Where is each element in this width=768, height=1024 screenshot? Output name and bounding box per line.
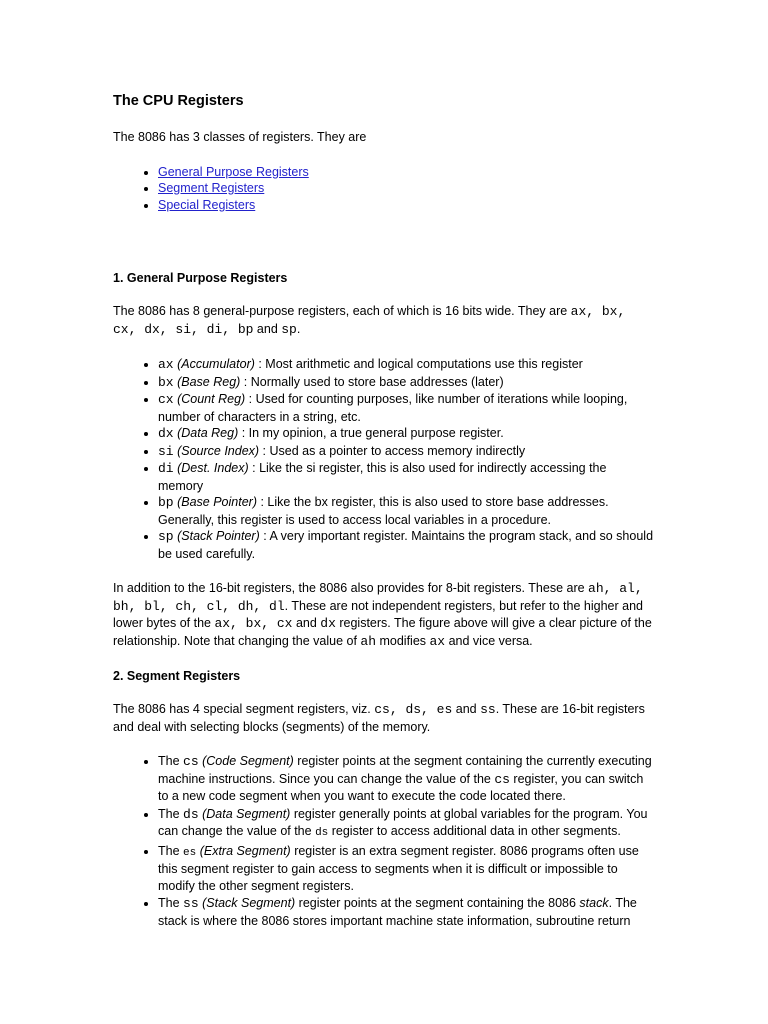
register-code: ah [360,633,376,649]
segment-list-item [158,843,653,895]
text-run: : In my opinion, a true general purpose register. [238,426,504,440]
document-page [113,92,653,930]
register-list-item [158,391,653,425]
register-code: cs [494,771,510,787]
register-list-item [158,460,653,494]
register-list-item [158,356,653,374]
register-code: di [158,461,174,476]
register-list-item [158,528,653,562]
text-run: register to access additional data in other segments. [328,824,621,838]
text-run: : Like the bx register, this is also used to store base addresses. Generally, this register is used to access local variables in a procedure. [158,495,609,527]
text-run: and [253,321,282,336]
register-code: bp [158,495,174,510]
register-code: ss [183,896,199,911]
register-code: cs [183,754,199,769]
text-run: and [452,702,481,716]
register-code: cx [158,392,174,407]
intro-paragraph: The 8086 has 3 classes of registers. They are [113,130,367,144]
register-code: bx [158,374,174,390]
register-description: (Dest. Index) [177,461,249,475]
register-code: ax [158,357,174,372]
text-run: . These are not independent registers, but refer to the higher and lower bytes of the [113,598,643,630]
seg-intro-paragraph [113,701,653,735]
text-run: modifies [376,633,430,648]
text-run: and vice versa. [445,633,533,648]
toc-link-general-purpose[interactable]: General Purpose Registers [158,164,309,179]
register-description: (Stack Segment) [202,896,296,910]
toc-list [113,164,653,214]
register-list-item [158,494,653,528]
register-code: ax, bx, cx [214,616,293,631]
register-description: (Base Pointer) [177,495,257,509]
register-description: (Data Reg) [177,426,239,440]
register-description: (Stack Pointer) [177,529,260,543]
register-description: (Count Reg) [177,392,246,406]
text-run: The [158,896,184,910]
section-heading-general-purpose: 1. General Purpose Registers [113,271,288,285]
register-code: si [158,443,174,459]
text-run: : Used as a pointer to access memory indirectly [259,443,526,458]
text-run: : Used for counting purposes, like number of iterations while looping, number of characters in a string, etc. [158,392,628,424]
text-run: and [292,616,321,630]
text-run: In addition to the 16-bit registers, the 8086 also provides for 8-bit registers. These are [113,581,589,595]
segment-list-item [158,806,653,842]
toc-link-special[interactable]: Special Registers [158,197,256,212]
toc-link-segment[interactable]: Segment Registers [158,181,265,195]
text-run: The [158,843,184,858]
register-code: ax, bx, cx, dx, si, di, bp [113,304,626,337]
segment-list-item [158,753,653,805]
register-code: ss [480,702,496,717]
register-code: ds [315,827,329,839]
text-run: The 8086 has 4 special segment registers, viz. [113,702,375,716]
register-description: (Extra Segment) [199,843,291,858]
text-run: The 8086 has 8 general-purpose registers, each of which is 16 bits wide. They are [113,304,571,318]
register-list-item [158,443,653,461]
text-run: . The stack is where the 8086 stores important machine state information, subroutine return [158,896,637,928]
gpr-outro-paragraph [113,580,653,650]
text-run: register, you can switch to a new code segment when you want to execute the code located there. [158,771,644,803]
text-run: register points at the segment containing the currently executing machine instructions. Since you can change the value of the [158,754,652,786]
register-code: cs, ds, es [374,702,453,717]
text-run: registers. The figure above will give a clear picture of the relationship. Note that changing the value of [113,616,652,648]
gpr-register-list [113,356,653,562]
toc-item [158,164,653,181]
register-description: (Code Segment) [202,754,294,768]
register-description: stack [579,896,609,910]
text-run: register is an extra segment register. 8086 programs often use this segment register to gain access to segments when it is difficult or impossible to modify the other segment registers. [158,843,639,893]
text-run: The [158,754,184,768]
register-code: dx [158,426,174,441]
register-code: sp [158,529,174,544]
register-code: es [183,846,197,859]
text-run: The [158,806,184,821]
toc-item [158,180,653,197]
text-run: . These are 16-bit registers and deal with selecting blocks (segments) of the memory. [113,702,645,734]
register-description: (Data Segment) [202,806,291,821]
text-run: register points at the segment containing the 8086 [295,896,580,910]
register-description: (Accumulator) [177,357,255,371]
register-list-item [158,374,653,392]
register-code: ds [183,806,199,822]
register-list-item [158,425,653,443]
text-run: : Most arithmetic and logical computations use this register [254,357,583,371]
segment-register-list [113,753,653,929]
text-run: : Like the si register, this is also used for indirectly accessing the memory [158,461,607,493]
text-run: . [296,321,301,336]
register-code: ah, al, bh, bl, ch, cl, dh, dl [113,581,643,614]
page-title: The CPU Registers [113,93,244,109]
toc-item [158,197,653,214]
register-description: (Base Reg) [177,374,241,389]
segment-list-item [158,895,653,929]
register-description: (Source Index) [177,443,260,458]
section-heading-segment: 2. Segment Registers [113,669,241,683]
text-run: : Normally used to store base addresses (later) [240,374,504,389]
text-run: register generally points at global variables for the program. You can change the value of the [158,806,648,838]
text-run: : A very important register. Maintains the program stack, and so should be used carefully. [158,529,654,561]
register-code: sp [281,321,297,337]
register-code: dx [320,616,336,631]
gpr-intro-paragraph [113,303,653,338]
register-code: ax [429,633,446,649]
